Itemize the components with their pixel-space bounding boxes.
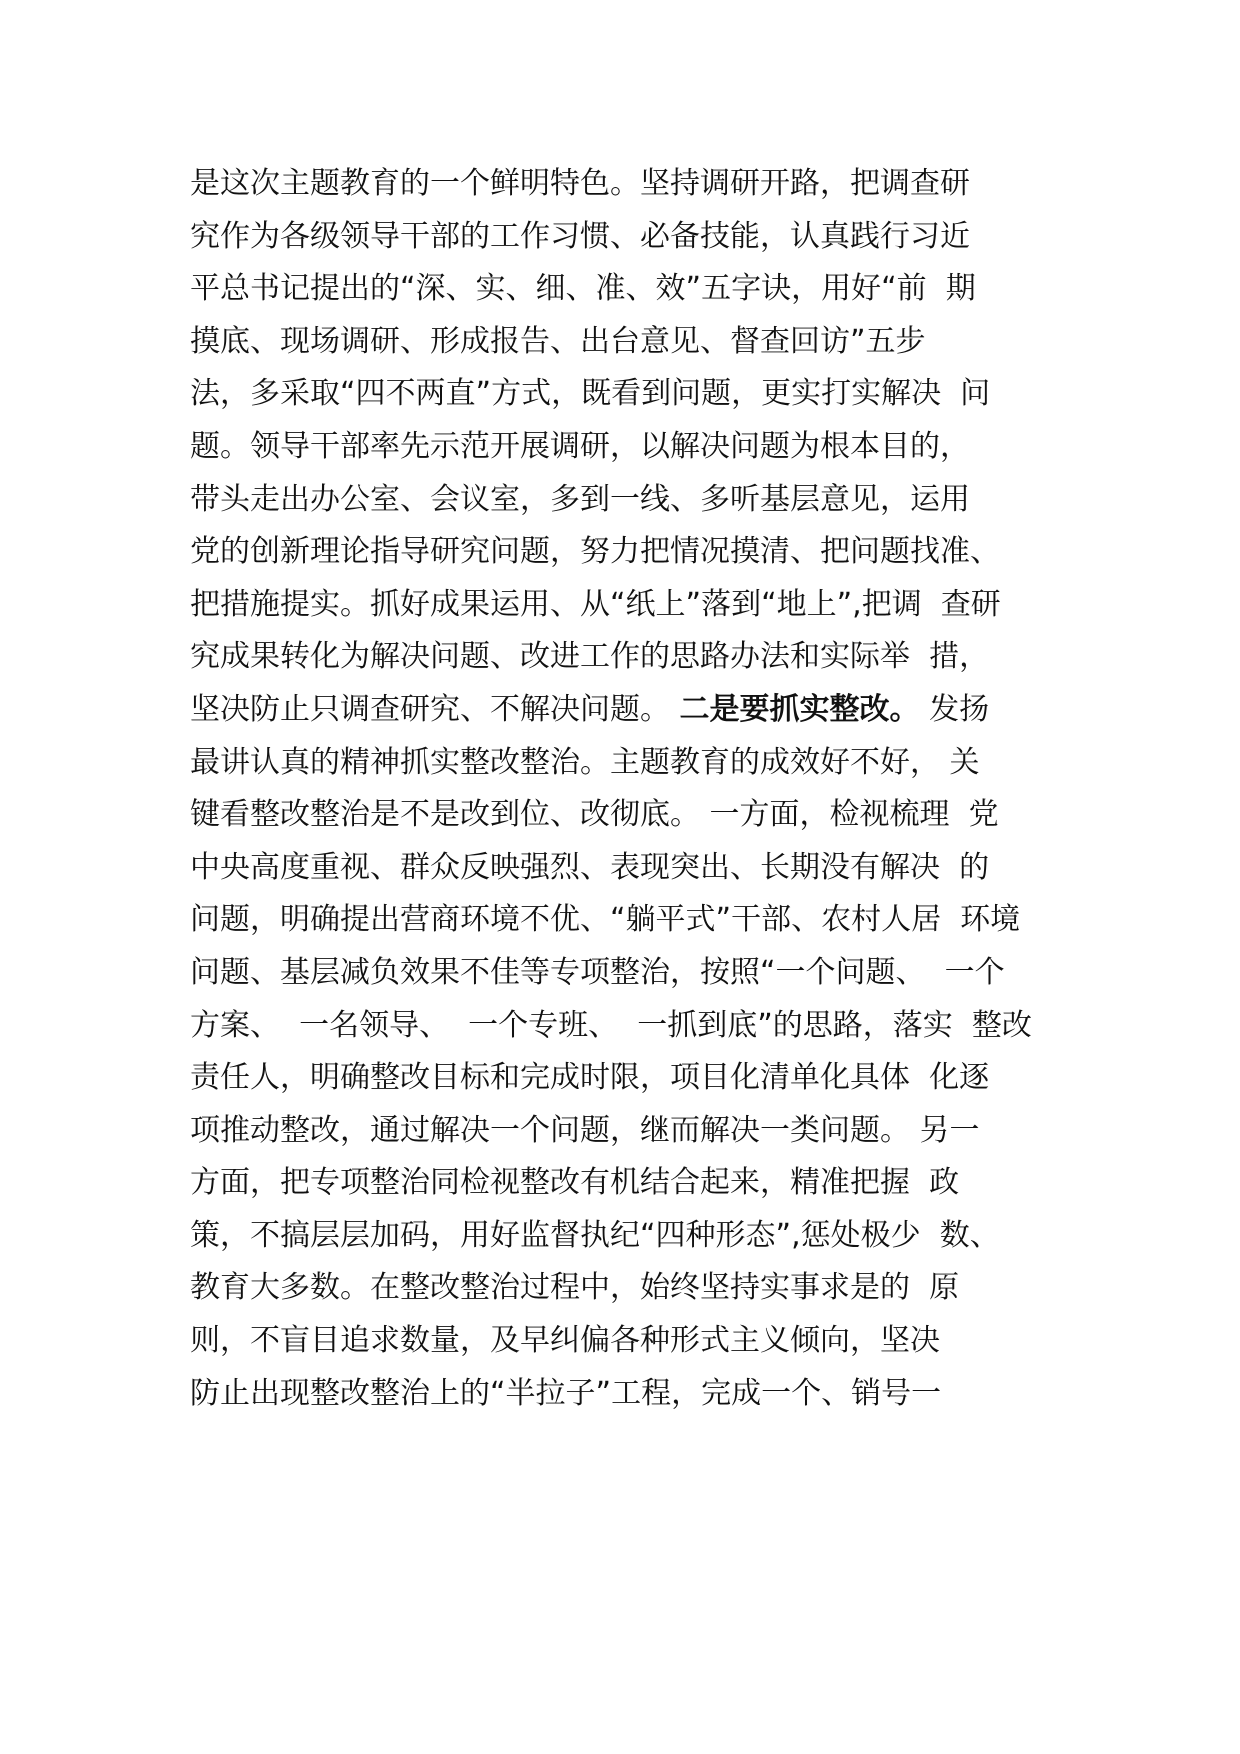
text-segment: 摸底、现场调研、形成报告、出台意见、督查回访”五步 (190, 323, 926, 359)
text-segment: 是这次主题教育的一个鲜明特色。坚持调研开路，把调查研 (190, 166, 970, 201)
text-line (190, 631, 1090, 684)
text-line (190, 789, 1090, 842)
text-line (190, 263, 1090, 316)
text-segment: 问题、基层减负效果不佳等专项整治，按照“一个问题、 一个 (190, 954, 1005, 990)
text-line (190, 1262, 1090, 1315)
text-line (190, 684, 1090, 737)
text-line (190, 579, 1090, 632)
text-segment: 究作为各级领导干部的工作习惯、必备技能，认真践行习近 (190, 218, 970, 254)
text-line (190, 526, 1090, 579)
text-line (190, 1368, 1090, 1421)
text-line (190, 1157, 1090, 1210)
text-segment: 策，不搞层层加码，用好监督执纪“四种形态”,惩处极少 数、 (190, 1217, 1000, 1253)
text-segment: 题。领导干部率先示范开展调研，以解决问题为根本目的， (190, 428, 970, 464)
text-segment: 最讲认真的精神抓实整改整治。主题教育的成效好不好， 关 (190, 744, 980, 780)
text-line (190, 737, 1090, 790)
body-text (190, 158, 1090, 1420)
text-segment: 平总书记提出的“深、实、细、准、效”五字诀，用好“前 期 (190, 271, 976, 307)
text-line (190, 894, 1090, 947)
text-line (190, 1315, 1090, 1368)
text-segment: 法，多采取“四不两直”方式，既看到问题，更实打实解决 问 (190, 376, 991, 412)
text-line (190, 947, 1090, 1000)
text-line (190, 1000, 1090, 1053)
text-line (190, 316, 1090, 369)
text-line (190, 421, 1090, 474)
text-line (190, 1052, 1090, 1105)
text-segment: 防止出现整改整治上的“半拉子”工程，完成一个、销号一 (190, 1375, 942, 1411)
bold-heading-text: 二是要抓实整改。 (679, 691, 920, 727)
text-line (190, 1210, 1090, 1263)
text-segment: 方案、 一名领导、 一个专班、 一抓到底”的思路，落实 整改 (190, 1007, 1032, 1043)
text-segment: 则，不盲目追求数量，及早纠偏各种形式主义倾向，坚决 (190, 1323, 940, 1359)
text-line (190, 474, 1090, 527)
text-segment: 带头走出办公室、会议室，多到一线、多听基层意见，运用 (190, 481, 970, 517)
text-line (190, 158, 1090, 211)
text-segment: 方面，把专项整治同检视整改有机结合起来，精准把握 政 (190, 1165, 960, 1201)
text-segment: 教育大多数。在整改整治过程中，始终坚持实事求是的 原 (190, 1270, 960, 1306)
text-line (190, 368, 1090, 421)
text-segment: 发扬 (919, 691, 990, 727)
text-segment: 项推动整改，通过解决一个问题，继而解决一类问题。 另一 (190, 1112, 980, 1148)
text-segment: 坚决防止只调查研究、不解决问题。 (190, 691, 680, 727)
text-segment: 键看整改整治是不是改到位、改彻底。 一方面，检视梳理 党 (190, 797, 999, 833)
text-line (190, 1105, 1090, 1158)
text-line (190, 842, 1090, 895)
text-segment: 把措施提实。抓好成果运用、从“纸上”落到“地上”,把调 查研 (190, 586, 1001, 622)
text-segment: 党的创新理论指导研究问题，努力把情况摸清、把问题找准、 (190, 534, 1000, 570)
text-segment: 究成果转化为解决问题、改进工作的思路办法和实际举 措， (190, 639, 990, 675)
text-segment: 责任人，明确整改目标和完成时限，项目化清单化具体 化逐 (190, 1060, 990, 1096)
text-segment: 中央高度重视、群众反映强烈、表现突出、长期没有解决 的 (190, 849, 990, 885)
text-line (190, 211, 1090, 264)
text-segment: 问题，明确提出营商环境不优、“躺平式”干部、农村人居 环境 (190, 902, 1021, 938)
